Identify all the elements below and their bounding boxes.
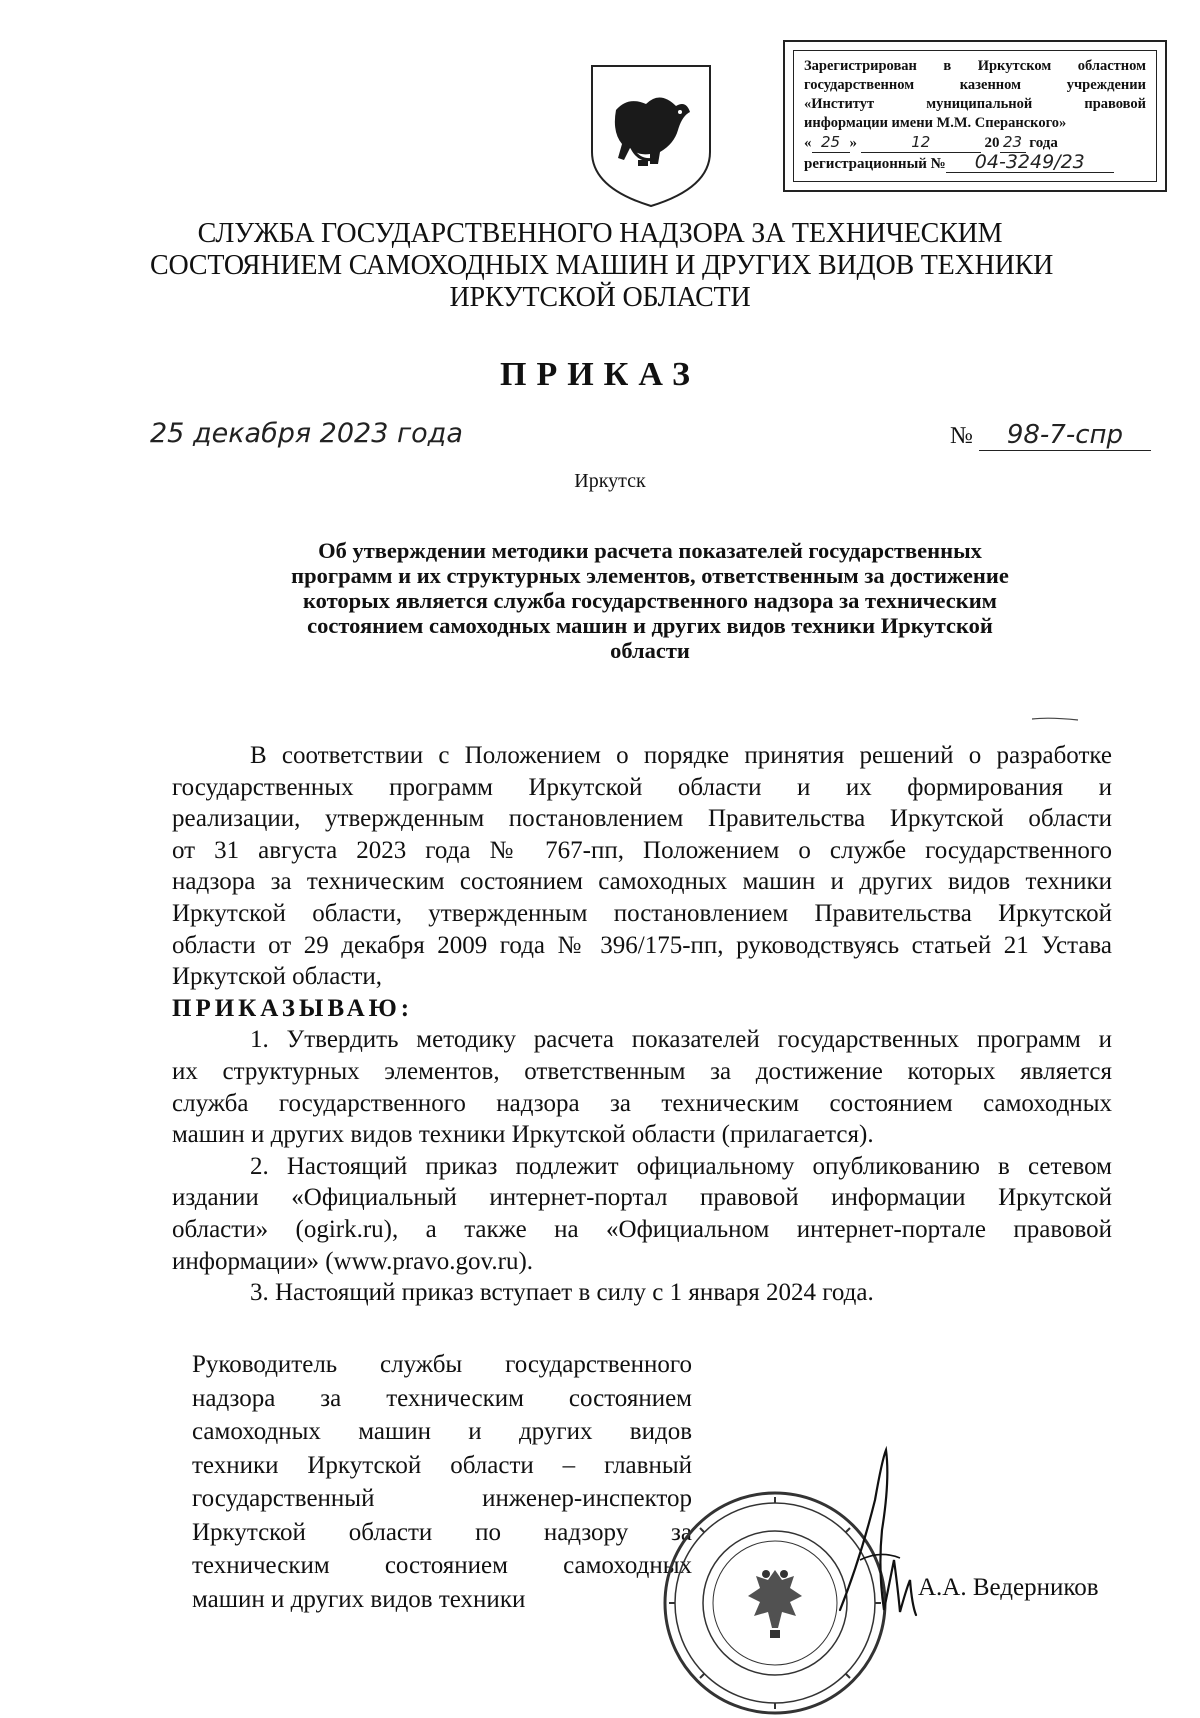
agency-name (150, 218, 1054, 314)
body-line: В соответствии с Положением о порядке принятия решений о разработке (250, 742, 1112, 769)
signer-line: государственный инженер-инспектор (192, 1485, 692, 1512)
item-1-line: их структурных элементов, ответственным за достижение которых является (172, 1057, 1112, 1085)
registration-number: 04-3249/23 (946, 153, 1114, 173)
subject-line-3: которых является служба государственного надзора за техническим (303, 588, 997, 613)
body-line: надзора за техническим состоянием самоходных машин и других видов техники (172, 868, 1112, 896)
subject-line-2: программ и их структурных элементов, ответственным за достижение (291, 563, 1009, 588)
signer-name: А.А. Ведерников (918, 1574, 1099, 1601)
subject-line-5: области (610, 638, 690, 663)
item-1-line: 1. Утвердить методику расчета показателей государственных программ и (250, 1026, 1112, 1054)
body-line: Иркутской области, утвержденным постановлением Правительства Иркутской (172, 899, 1112, 927)
item-2-line: 2. Настоящий приказ подлежит официальному опубликованию в сетевом (250, 1152, 1112, 1180)
agency-line-1: СЛУЖБА ГОСУДАРСТВЕННОГО НАДЗОРА ЗА ТЕХНИЧЕСКИМ (197, 218, 1003, 249)
body-line: от 31 августа 2023 года № 767-пп, Положением о службе государственного (172, 836, 1112, 864)
order-title: ПРИКАЗ (500, 356, 700, 393)
item-2-line: информации» (www.pravo.gov.ru). (172, 1247, 534, 1275)
registration-line-2: государственном казенном учреждении (804, 77, 1146, 93)
item-1-line: машин и других видов техники Иркутской области (прилагается). (172, 1121, 874, 1149)
coat-of-arms-icon (588, 60, 714, 210)
signer-position (192, 1348, 692, 1616)
item-2-line: издании «Официальный интернет-портал правовой информации Иркутской (172, 1184, 1112, 1212)
registration-line-3: «Институт муниципальной правовой (804, 96, 1146, 112)
body-line: реализации, утвержденным постановлением Правительства Иркутской области (172, 805, 1112, 833)
order-date: 25 декабря 2023 года (150, 418, 463, 449)
registration-number-label: регистрационный № (804, 156, 946, 172)
signer-line: Иркутской области по надзору за (192, 1518, 692, 1546)
order-body (172, 740, 1112, 1309)
order-number-label: № (950, 423, 973, 449)
registration-line-1: Зарегистрирован в Иркутском областном (804, 58, 1146, 74)
registration-month: 12 (861, 133, 981, 153)
agency-line-2: СОСТОЯНИЕМ САМОХОДНЫХ МАШИН И ДРУГИХ ВИДОВ ТЕХНИКИ (150, 250, 1054, 281)
signer-line: техническим состоянием самоходных (192, 1552, 692, 1579)
order-number: 98-7-спр (979, 420, 1151, 451)
registration-stamp-box (783, 40, 1167, 192)
agency-line-3: ИРКУТСКОЙ ОБЛАСТИ (449, 282, 751, 313)
registration-date: « 25 » 12 20 23 года (804, 133, 1058, 151)
body-line: Иркутской области, (172, 963, 382, 991)
item-3-line: 3. Настоящий приказ вступает в силу с 1 января 2024 года. (250, 1279, 874, 1307)
registration-year-suffix: 23 (1000, 133, 1026, 153)
signer-line: Руководитель службы государственного (192, 1351, 692, 1378)
subject-line-1: Об утверждении методики расчета показателей государственных (318, 538, 982, 563)
registration-year-word: года (1029, 135, 1058, 151)
signer-line: надзора за техническим состоянием (192, 1384, 692, 1412)
signer-line: машин и других видов техники (192, 1585, 526, 1613)
registration-year-prefix: 20 (984, 135, 1000, 151)
order-number-row (950, 420, 1151, 451)
signer-line: техники Иркутской области – главный (192, 1451, 692, 1479)
decree-word: ПРИКАЗЫВАЮ: (172, 994, 414, 1022)
body-line: государственных программ Иркутской области и их формирования и (172, 773, 1112, 801)
registration-line-4: информации имени М.М. Сперанского» (804, 115, 1067, 131)
item-1-line: служба государственного надзора за техническим состоянием самоходных (172, 1089, 1112, 1117)
registration-day: 25 (812, 133, 850, 153)
order-subject (230, 538, 1070, 663)
body-line: области от 29 декабря 2009 года № 396/175-пп, руководствуясь статьей 21 Устава (172, 931, 1112, 959)
signer-line: самоходных машин и других видов (192, 1418, 692, 1445)
city: Иркутск (574, 470, 646, 492)
subject-line-4: состоянием самоходных машин и других видов техники Иркутской (307, 613, 993, 638)
pen-mark-icon (1030, 716, 1080, 722)
registration-number-row (804, 153, 1146, 174)
item-2-line: области» (ogirk.ru), а также на «Официальном интернет-портале правовой (172, 1215, 1112, 1243)
